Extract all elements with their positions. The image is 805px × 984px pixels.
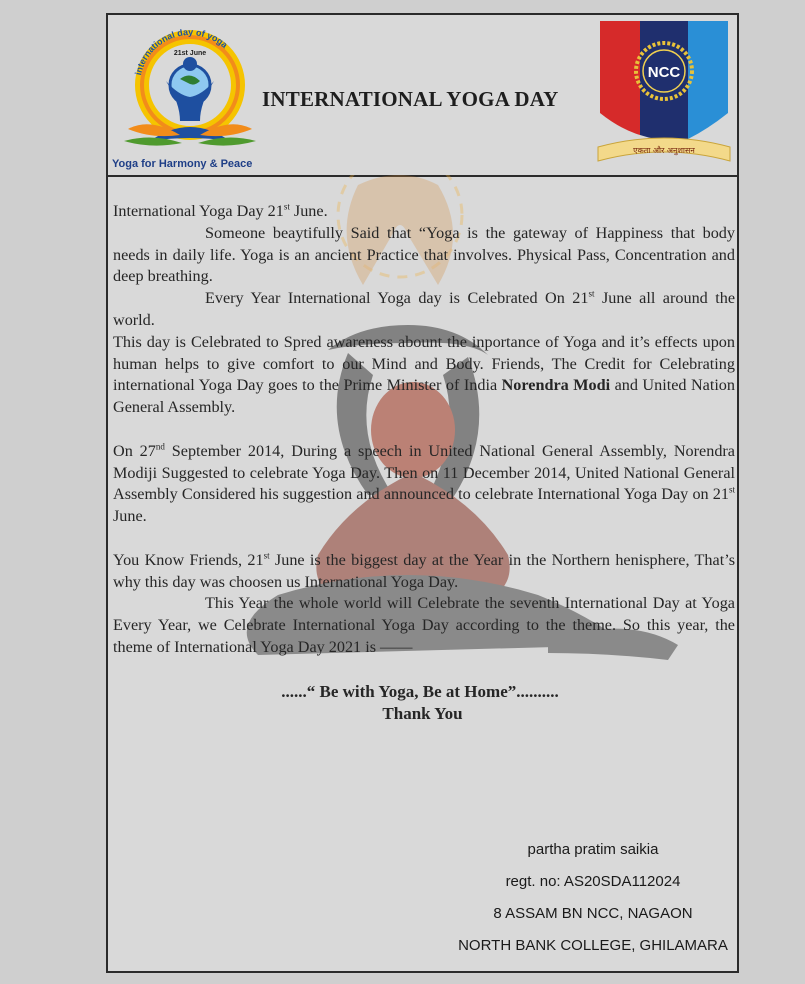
page-title: INTERNATIONAL YOGA DAY [262,87,559,111]
yoga-day-logo [110,23,270,173]
svg-text:21st June: 21st June [173,50,207,57]
ncc-logo-text: NCC [647,64,681,81]
signature-block [448,841,738,969]
svg-text:international day of yoga: international day of yoga [133,26,230,77]
signature-unit: 8 ASSAM BN NCC, NAGAON [493,905,693,922]
header [108,15,737,177]
paragraph: On 27nd September 2014, During a speech in United National General Assembly, Norendra Modiji Suggested to celebrate Yoga Day. Then on 11 December 2014, United National General Assembly Considered his suggestion and announced to celebrate International Yoga Day on 21st June. [113,441,735,526]
tagline: Yoga for Harmony & Peace [112,158,253,170]
closing [108,681,737,725]
theme-line: ......“ Be with Yoga, Be at Home”.......... [281,682,559,701]
ncc-motto: एकता और अनुशासन [633,146,695,155]
signature-regt: regt. no: AS20SDA112024 [505,873,681,890]
paragraph: Someone beaytifully Said that “Yoga is the gateway of Happiness that body needs in daily life. Yoga is an ancient Practice that involves. Physical Pass, Concentration and deep breathing. [113,223,735,286]
signature-name: partha pratim saikia [527,841,659,858]
document-frame [106,13,739,973]
ncc-logo [596,17,732,173]
paragraph: International Yoga Day 21st June. [113,201,328,220]
thank-you: Thank You [382,704,463,723]
paragraph: This day is Celebrated to Spred awareness abount the inportance of Yoga and it’s effects upon human helps to give comfort to our Mind and Body. Friends, The Credit for Celebrating international Yoga Day goes to the Prime Minister of India Norendra Modi and United Nation General Assembly. [113,332,735,417]
paragraph: This Year the whole world will Celebrate the seventh International Day at Yoga Every Year, we Celebrate International Yoga Day according to the theme. So this year, the theme of International Yoga Day 2021 is —— [113,594,735,656]
body-text [113,201,735,659]
signature-college: NORTH BANK COLLEGE, GHILAMARA [458,937,728,954]
paragraph: You Know Friends, 21st June is the biggest day at the Year in the Northern henisphere, That’s why this day was choosen us International Yoga Day. [113,550,735,591]
paragraph: Every Year International Yoga day is Celebrated On 21st June all around the world. [113,288,736,329]
